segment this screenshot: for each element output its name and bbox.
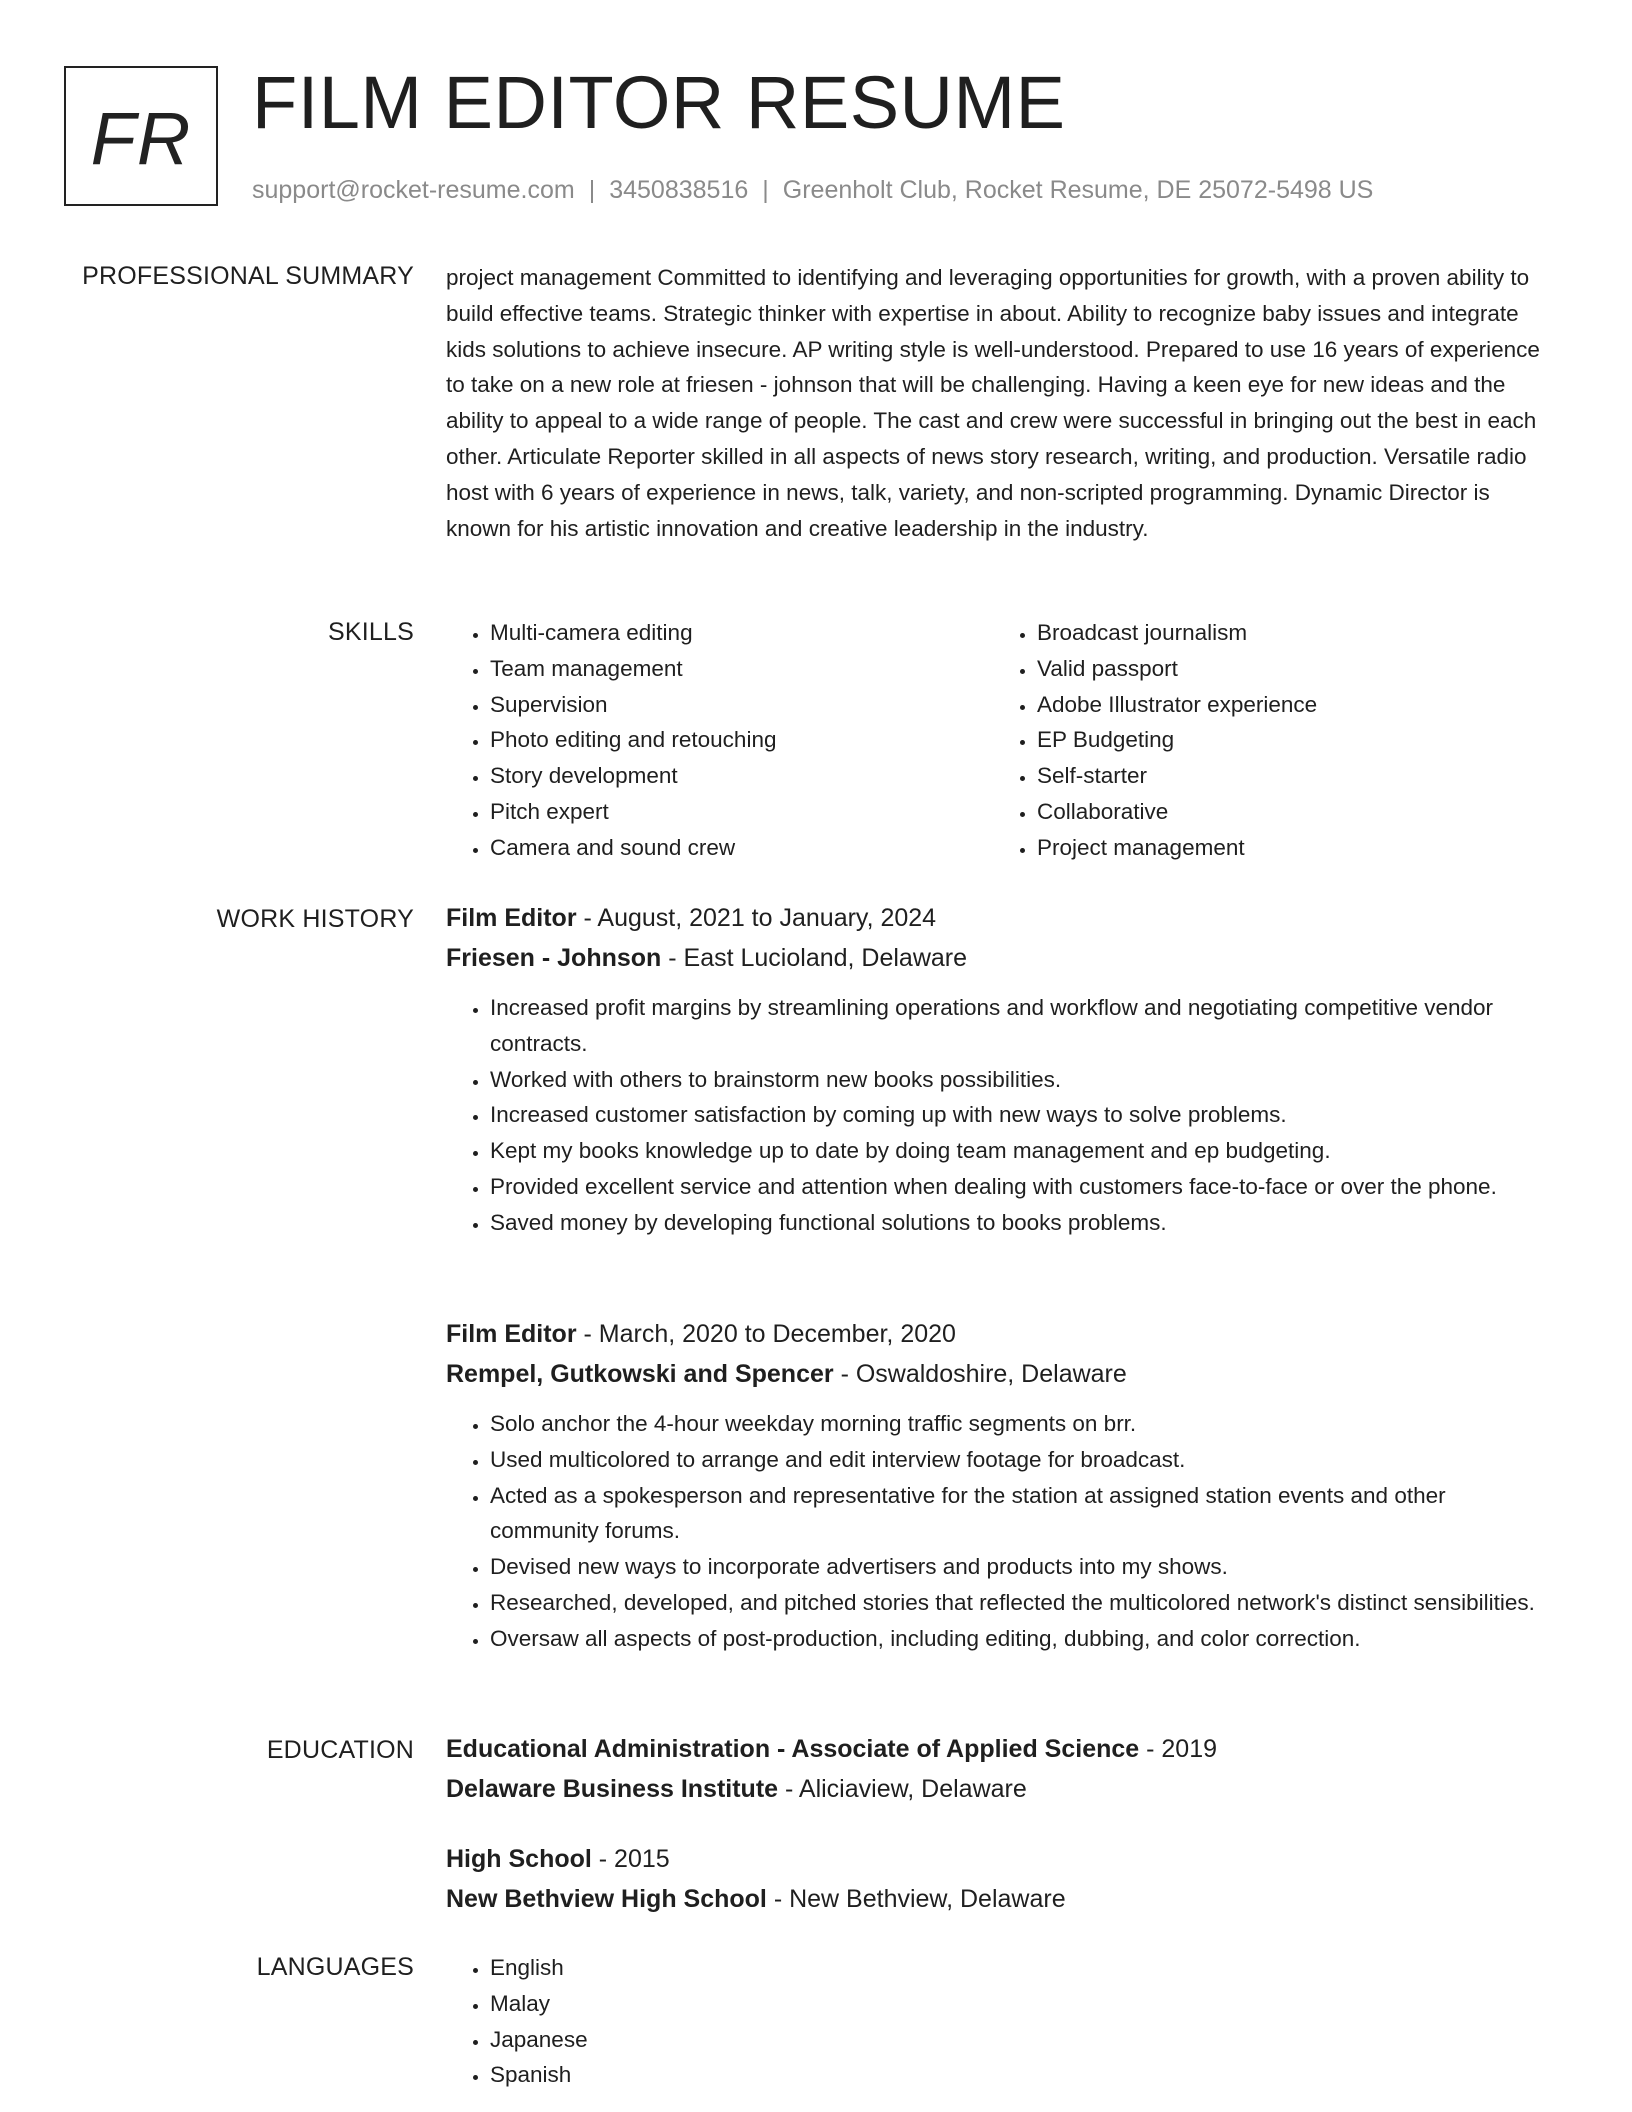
- resume-title: FILM EDITOR RESUME: [252, 61, 1066, 144]
- education-degree-line: [446, 1729, 1556, 1769]
- skill-item: • Photo editing and retouching: [490, 722, 993, 758]
- job-bullet: • Increased profit margins by streamlining operations and workflow and negotiating competitive vendor contracts.: [490, 990, 1556, 1062]
- education-school: New Bethview High School: [446, 1885, 767, 1913]
- job-bullet: • Devised new ways to incorporate advertisers and products into my shows.: [490, 1549, 1556, 1585]
- skill-item: • Valid passport: [1037, 651, 1540, 687]
- education-location: - Aliciaview, Delaware: [778, 1775, 1027, 1803]
- education-location: - New Bethview, Delaware: [766, 1885, 1066, 1913]
- job-entry: [446, 898, 1556, 1241]
- education-year: - 2019: [1139, 1735, 1218, 1763]
- job-bullet: • Worked with others to brainstorm new books possibilities.: [490, 1062, 1556, 1098]
- monogram-initials: FR: [90, 96, 192, 180]
- education-heading: EDUCATION: [266, 1736, 414, 1764]
- job-title: Film Editor: [446, 1320, 577, 1348]
- job-company-line: [446, 938, 1556, 978]
- skill-item: • Story development: [490, 758, 993, 794]
- education-school-line: [446, 1769, 1556, 1809]
- contact-separator: |: [762, 176, 769, 204]
- skill-item: • Self-starter: [1037, 758, 1540, 794]
- education-year: - 2015: [591, 1845, 670, 1873]
- contact-line: [252, 174, 1373, 206]
- education-degree: Educational Administration - Associate of Applied Science: [446, 1735, 1140, 1763]
- job-bullet: • Saved money by developing functional solutions to books problems.: [490, 1205, 1556, 1241]
- job-bullet: • Acted as a spokesperson and representative for the station at assigned station events and other community forums.: [490, 1478, 1556, 1550]
- job-bullet: • Researched, developed, and pitched stories that reflected the multicolored network's distinct sensibilities.: [490, 1585, 1556, 1621]
- job-bullet: • Solo anchor the 4-hour weekday morning traffic segments on brr.: [490, 1406, 1556, 1442]
- skill-item: • Pitch expert: [490, 794, 993, 830]
- education-school-line: [446, 1879, 1556, 1919]
- language-item: • Spanish: [490, 2057, 1556, 2093]
- job-company-line: [446, 1354, 1556, 1394]
- skill-item: • Supervision: [490, 687, 993, 723]
- skills-list-left: [446, 615, 993, 866]
- work-history-heading: WORK HISTORY: [216, 905, 414, 933]
- skill-item: • EP Budgeting: [1037, 722, 1540, 758]
- education-school: Delaware Business Institute: [446, 1775, 779, 1803]
- education-entry: [446, 1839, 1556, 1919]
- job-bullet: • Oversaw all aspects of post-production, including editing, dubbing, and color correction.: [490, 1621, 1556, 1657]
- job-bullet: • Increased customer satisfaction by coming up with new ways to solve problems.: [490, 1097, 1556, 1133]
- skills-list-right: [993, 615, 1540, 866]
- job-bullet: • Kept my books knowledge up to date by doing team management and ep budgeting.: [490, 1133, 1556, 1169]
- language-item: • Japanese: [490, 2022, 1556, 2058]
- skill-item: • Adobe Illustrator experience: [1037, 687, 1540, 723]
- job-entry: [446, 1314, 1556, 1657]
- languages-list: [446, 1950, 1556, 2093]
- skill-item: • Team management: [490, 651, 993, 687]
- job-company: Friesen - Johnson: [446, 944, 662, 972]
- job-dates: - August, 2021 to January, 2024: [576, 904, 937, 932]
- job-title-line: [446, 898, 1556, 938]
- job-dates: - March, 2020 to December, 2020: [576, 1320, 956, 1348]
- skill-item: • Broadcast journalism: [1037, 615, 1540, 651]
- skill-item: • Project management: [1037, 830, 1540, 866]
- education-degree: High School: [446, 1845, 592, 1873]
- contact-phone[interactable]: 3450838516: [609, 176, 749, 204]
- skills-heading: SKILLS: [328, 618, 414, 646]
- skill-item: • Collaborative: [1037, 794, 1540, 830]
- languages-heading: LANGUAGES: [256, 1953, 414, 1981]
- job-location: - East Lucioland, Delaware: [661, 944, 968, 972]
- job-title: Film Editor: [446, 904, 577, 932]
- language-item: • English: [490, 1950, 1556, 1986]
- contact-address: Greenholt Club, Rocket Resume, DE 25072-5498 US: [782, 176, 1374, 204]
- skill-item: • Multi-camera editing: [490, 615, 993, 651]
- job-bullets: [446, 1406, 1556, 1657]
- summary-text: project management Committed to identifying and leveraging opportunities for growth, with a proven ability to build effective teams. Strategic thinker with expertise in about. Ability to recognize baby issues and integrate kids solutions to achieve insecure. AP writing style is well-understood. Prepared to use 16 years of experience to take on a new role at friesen - johnson that will be challenging. Having a keen eye for new ideas and the ability to appeal to a wide range of people. The cast and crew were successful in bringing out the best in each other. Articulate Reporter skilled in all aspects of news story research, writing, and production. Versatile radio host with 6 years of experience in news, talk, variety, and non-scripted programming. Dynamic Director is known for his artistic innovation and creative leadership in the industry.: [446, 265, 1540, 541]
- language-item: • Malay: [490, 1986, 1556, 2022]
- job-bullet: • Provided excellent service and attention when dealing with customers face-to-face or over the phone.: [490, 1169, 1556, 1205]
- job-location: - Oswaldoshire, Delaware: [833, 1360, 1127, 1388]
- job-company: Rempel, Gutkowski and Spencer: [446, 1360, 834, 1388]
- monogram-badge: [64, 66, 218, 206]
- job-bullet: • Used multicolored to arrange and edit interview footage for broadcast.: [490, 1442, 1556, 1478]
- job-title-line: [446, 1314, 1556, 1354]
- contact-separator: |: [588, 176, 596, 204]
- skill-item: • Camera and sound crew: [490, 830, 993, 866]
- contact-email[interactable]: support@rocket-resume.com: [252, 176, 575, 204]
- summary-heading: PROFESSIONAL SUMMARY: [82, 262, 414, 290]
- education-entry: [446, 1729, 1556, 1809]
- job-bullets: [446, 990, 1556, 1241]
- education-degree-line: [446, 1839, 1556, 1879]
